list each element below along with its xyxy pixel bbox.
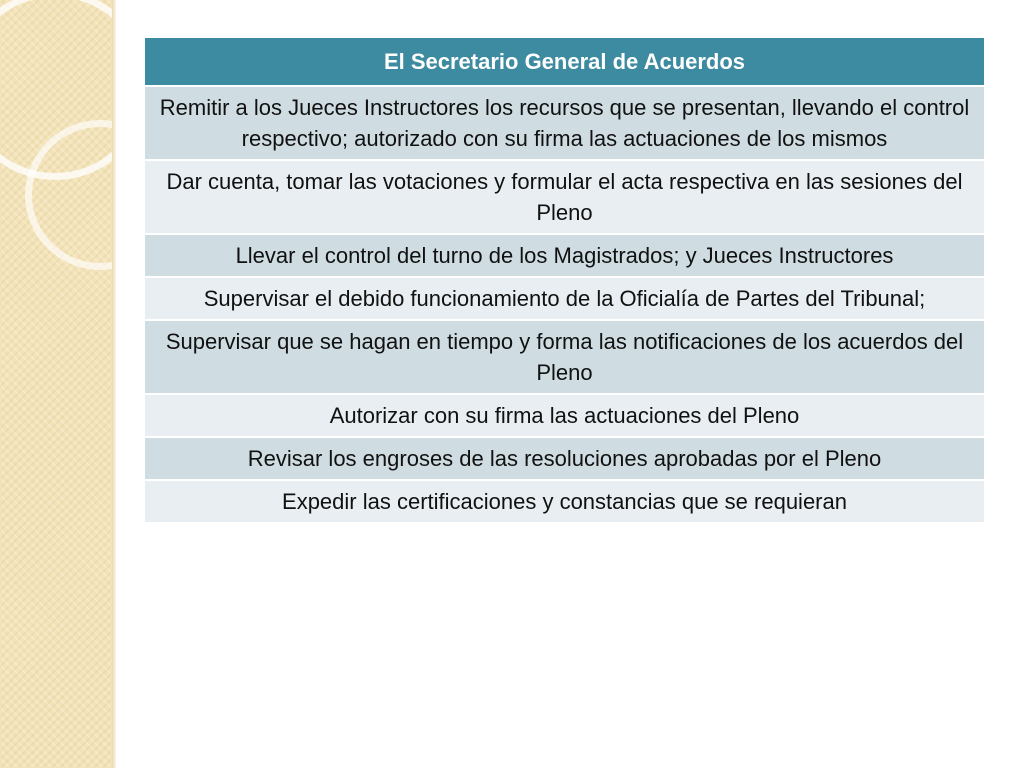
table-row xyxy=(145,160,984,234)
duties-table-container xyxy=(145,38,984,524)
table-cell: Supervisar el debido funcionamiento de la Oficialía de Partes del Tribunal; xyxy=(145,277,984,320)
table-header: El Secretario General de Acuerdos xyxy=(145,38,984,86)
table-cell: Autorizar con su firma las actuaciones del Pleno xyxy=(145,394,984,437)
table-cell: Supervisar que se hagan en tiempo y forma las notificaciones de los acuerdos del Pleno xyxy=(145,320,984,394)
duties-table xyxy=(145,38,984,524)
table-row xyxy=(145,86,984,160)
table-row xyxy=(145,277,984,320)
table-cell: Llevar el control del turno de los Magistrados; y Jueces Instructores xyxy=(145,234,984,277)
table-cell: Expedir las certificaciones y constancias que se requieran xyxy=(145,480,984,523)
table-cell: Revisar los engroses de las resoluciones aprobadas por el Pleno xyxy=(145,437,984,480)
table-header-row xyxy=(145,38,984,86)
table-cell: Remitir a los Jueces Instructores los recursos que se presentan, llevando el control respectivo; autorizado con su firma las actuaciones de los mismos xyxy=(145,86,984,160)
strip-edge xyxy=(112,0,116,768)
decorative-side-strip xyxy=(0,0,112,768)
table-row xyxy=(145,437,984,480)
table-cell: Dar cuenta, tomar las votaciones y formular el acta respectiva en las sesiones del Pleno xyxy=(145,160,984,234)
table-row xyxy=(145,394,984,437)
table-row xyxy=(145,320,984,394)
table-row xyxy=(145,234,984,277)
table-row xyxy=(145,480,984,523)
